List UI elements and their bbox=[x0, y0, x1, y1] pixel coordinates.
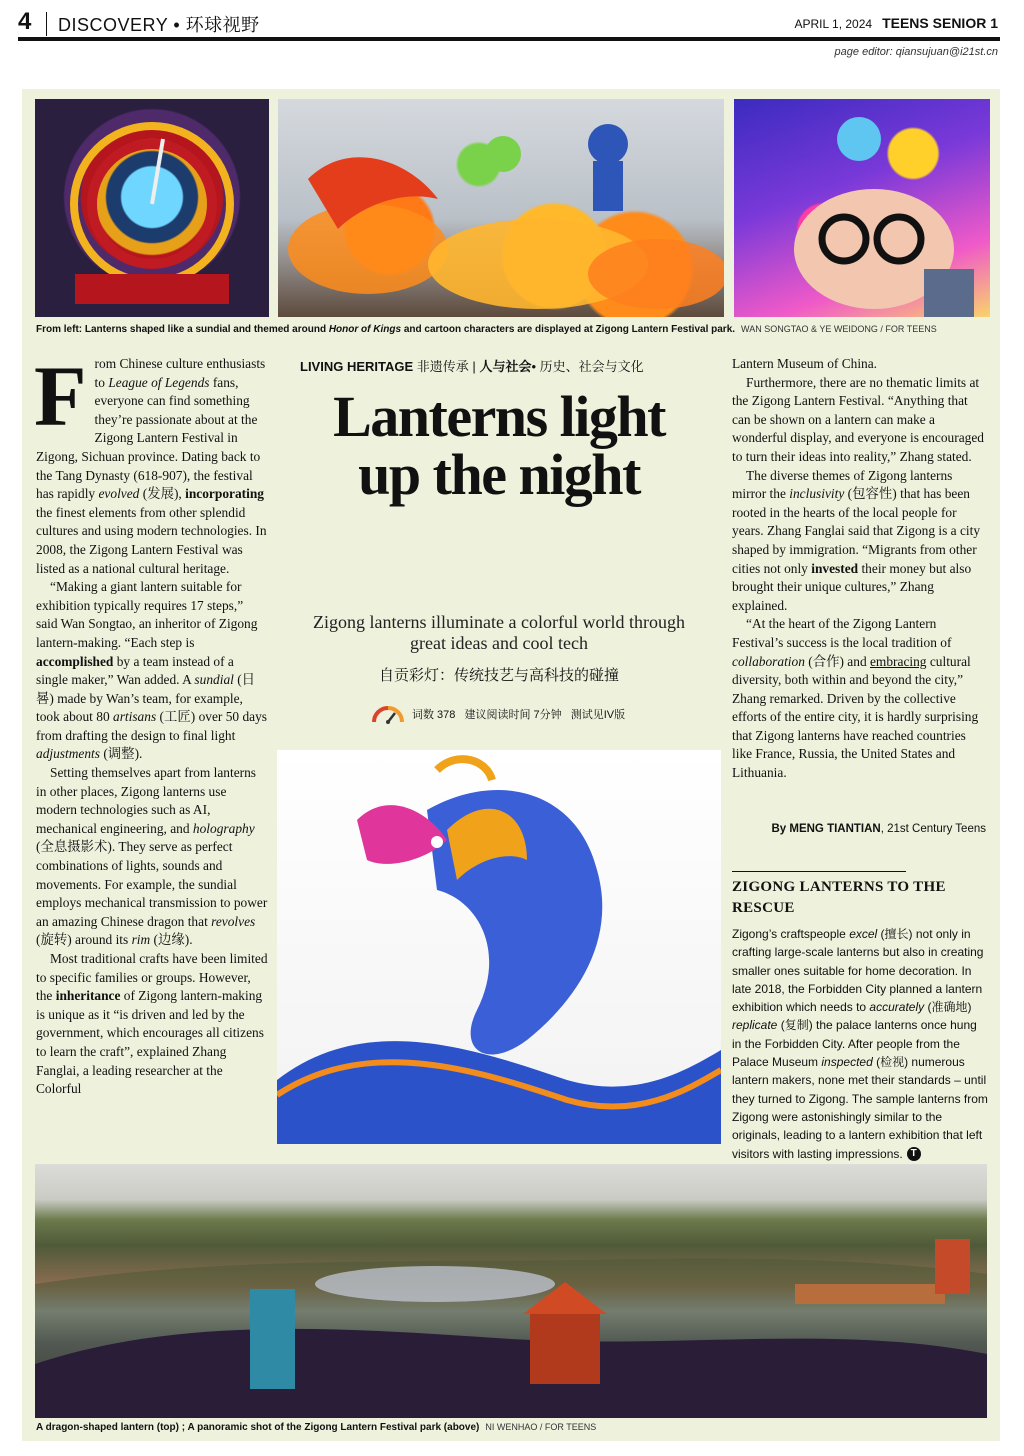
paragraph-4: Most traditional crafts have been limited to specific families or groups. However, the inheritance of Zigong lantern-making is unique as it “is driven and led by the government, which encourages all citizens to learn the craft”, explained Zhang Fanglai, a leading researcher at the Colorful bbox=[36, 951, 268, 1097]
paragraph-1: rom Chinese culture enthusiasts to League of Legends fans, everyone can find something they’re passionate about at the Zigong Lantern Festival in Zigong, Sichuan province. Dating back to the Tang Dynasty (618-907), the festival has rapidly evolved (发展), incorporating the finest elements from other splendid cultures and using modern technologies. In 2008, the Zigong Lantern Festival was listed as a national cultural heritage. bbox=[36, 356, 267, 576]
reading-gauge-icon bbox=[371, 702, 405, 724]
end-mark-icon: T bbox=[907, 1147, 921, 1161]
right-column bbox=[732, 355, 988, 783]
deck-chinese: 自贡彩灯：传统技艺与高科技的碰撞 bbox=[378, 667, 619, 684]
paragraph-5: Lantern Museum of China. bbox=[732, 356, 878, 371]
dragon-lantern-photo bbox=[277, 750, 721, 1144]
paragraph-2: “Making a giant lantern suitable for exhibition typically requires 17 steps,” said Wan Songtao, an inheritor of Zigong lantern-making. “Each step is accomplished by a team instead of a single maker,” Wan added. A sundial (日晷) made by Wan’s team, for example, took about 80 artisans (工匠) over 50 days from drafting the design to final light adjustments (调整). bbox=[36, 579, 267, 762]
panorama-photo bbox=[35, 1164, 987, 1418]
bottom-photo-caption bbox=[36, 1422, 996, 1433]
reading-time: 建议阅读时间 7分钟 bbox=[464, 709, 562, 721]
left-column bbox=[34, 348, 268, 1099]
lantern-shapes bbox=[278, 99, 724, 317]
byline-org: , 21st Century Teens bbox=[880, 823, 986, 835]
sidebar-body: Zigong’s craftspeople excel (擅长) not only in crafting large-scale lanterns but also in creating smaller ones suitable for home decoration. In late 2018, the Forbidden City planned a lantern exhibition which needs to accurately (准确地) replicate (复制) the palace lanterns once hung in the Forbidden City. After people from the Palace Museum inspected (检视) numerous lantern makers, none met their standards – until they turned to Zigong. The sample lanterns from Zigong were astonishingly similar to the originals, leading to a lantern exhibition that left visitors with lasting impressions. T bbox=[732, 927, 988, 1161]
paragraph-7: The diverse themes of Zigong lanterns mirror the inclusivity (包容性) that has been rooted in the hearts of the local people for years. Zhang Fanglai said that Zigong is a city shaped by immigration. “Migrants from other cities not only invested their money but also brought their unique cultures,” Zhang explained. bbox=[732, 467, 981, 613]
byline-name: By MENG TIANTIAN bbox=[771, 823, 881, 835]
page-editor: page editor: qiansujuan@i21st.cn bbox=[834, 46, 998, 58]
panorama-shapes bbox=[35, 1164, 987, 1418]
headline: Lanterns light up the night bbox=[333, 384, 665, 507]
paragraph-8: “At the heart of the Zigong Lantern Festival’s success is the local tradition of collaboration (合作) and embracing cultural diversity, both within and beyond the city,” Zhang remarked. Driven by the collective efforts of the entire city, it is hardly surprising that Zigong lanterns have reached countries like France, Russia, the United States and Lithuania. bbox=[732, 616, 979, 781]
byline bbox=[771, 823, 986, 835]
cartoon-lantern-photo bbox=[734, 99, 990, 317]
kicker-separator: | bbox=[472, 359, 476, 374]
article-kicker bbox=[300, 356, 644, 375]
page-number: 4 bbox=[18, 8, 32, 35]
dragon-shape bbox=[277, 750, 721, 1144]
dateline bbox=[794, 15, 998, 31]
issue-date: APRIL 1, 2024 bbox=[794, 17, 873, 31]
word-count: 词数 378 bbox=[412, 709, 456, 721]
publication-name: TEENS SENIOR 1 bbox=[882, 15, 998, 31]
paragraph-6: Furthermore, there are no thematic limits at the Zigong Lantern Festival. “Anything that can be shown on a lantern can make a wonderful display, and everyone is encouraged to turn their ideas into reality,” Zhang stated. bbox=[732, 374, 984, 464]
header-divider bbox=[46, 12, 47, 36]
cartoon-shapes bbox=[734, 99, 990, 317]
honor-of-kings-lantern-photo bbox=[278, 99, 724, 317]
reading-meta bbox=[412, 706, 631, 722]
header-rule bbox=[18, 37, 1000, 41]
paragraph-3: Setting themselves apart from lanterns in other places, Zigong lanterns use modern technologies such as AI, mechanical engineering, and holography (全息摄影术). They serve as perfect combinations of lights, sounds and movements. For example, the sundial employs mechanical transmission to power an amazing Chinese dragon that revolves (旋转) around its rim (边缘). bbox=[36, 765, 268, 948]
top-photo-caption bbox=[36, 324, 996, 335]
sundial-shape bbox=[35, 99, 269, 317]
top-caption-tail: and cartoon characters are displayed at Zigong Lantern Festival park. bbox=[401, 324, 736, 335]
test-version: 测试见IV版 bbox=[570, 709, 626, 721]
top-caption-italic: Honor of Kings bbox=[328, 324, 402, 335]
top-caption-credit: WAN SONGTAO & YE WEIDONG / FOR TEENS bbox=[741, 324, 937, 334]
sundial-lantern-photo bbox=[35, 99, 269, 317]
top-caption-lead: From left: Lanterns shaped like a sundial and themed around bbox=[36, 324, 329, 335]
deck: Zigong lanterns illuminate a colorful world through great ideas and cool tech bbox=[313, 612, 685, 653]
bottom-caption-credit: NI WENHAO / FOR TEENS bbox=[485, 1422, 597, 1432]
sidebar-rule bbox=[732, 871, 906, 872]
kicker-subcategory: • 历史、社会与文化 bbox=[531, 359, 644, 374]
section-title: DISCOVERY • 环球视野 bbox=[58, 15, 260, 35]
kicker-topic: LIVING HERITAGE bbox=[300, 359, 414, 374]
kicker-category: 人与社会 bbox=[479, 359, 532, 374]
drop-cap: F bbox=[34, 348, 87, 444]
sidebar-title: ZIGONG LANTERNS TO THE RESCUE bbox=[732, 879, 946, 916]
bottom-caption-text: A dragon-shaped lantern (top) ; A panoramic shot of the Zigong Lantern Festival park (above) bbox=[36, 1422, 480, 1433]
kicker-topic-zh: 非遗传承 bbox=[416, 359, 469, 374]
